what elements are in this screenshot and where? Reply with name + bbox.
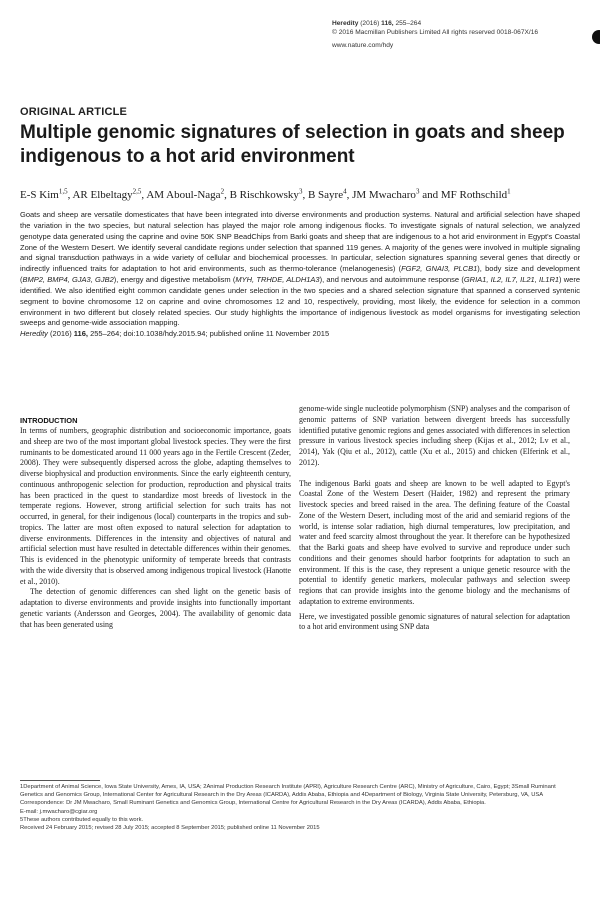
- author: [441, 189, 511, 201]
- footnotes: [20, 783, 580, 832]
- footnote-divider: [20, 780, 100, 781]
- author-name: AM Aboul-Naga: [146, 188, 221, 201]
- copyright-line: © 2016 Macmillan Publishers Limited All rights reserved 0018-067X/16: [332, 29, 539, 36]
- author-name: MF Rothschild: [440, 188, 508, 201]
- author-affiliation: 3: [298, 187, 303, 195]
- body-column-left: [20, 426, 291, 630]
- author: E-S Kim$^{1,5}$,: [20, 187, 73, 201]
- paragraph: Here, we investigated possible genomic signatures of natural selection for adaptation to a hot arid environment using SNP data: [299, 611, 570, 632]
- author: JM Mwacharo$^3$ and: [352, 187, 441, 201]
- author: AR Elbeltagy$^{2,5}$,: [72, 187, 147, 201]
- gene-list: FGF2, GNAI3, PLCB1: [401, 264, 478, 274]
- author-name: AR Elbeltagy: [72, 188, 133, 201]
- introduction-heading: INTRODUCTION: [20, 416, 78, 425]
- journal-volume: 116,: [381, 20, 394, 27]
- contact-email[interactable]: E-mail: j.mwacharo@cgiar.org: [20, 808, 98, 815]
- gene-list: BMP2, BMP4, GJA3, GJB2: [22, 275, 114, 285]
- author-affiliation: 3: [415, 187, 420, 195]
- equal-contribution-note: 5These authors contributed equally to this work.: [20, 816, 144, 823]
- gene-list: GRIA1, IL2, IL7, IL21, IL1R1: [463, 275, 560, 285]
- journal-pages: 255–264: [395, 20, 422, 27]
- journal-year: (2016): [360, 20, 380, 27]
- author-affiliation: 1,5: [58, 187, 68, 195]
- author-name: E-S Kim: [20, 188, 59, 201]
- paragraph: The detection of genomic differences can shed light on the genetic basis of adaptation to diverse environments and provide insights into functionally important genetic variants (Andersson and Georges, 2004). The availability of genomic data that has been generated using: [20, 587, 291, 629]
- received-dates: Received 24 February 2015; revised 28 July 2015; accepted 8 September 2015; published online 11 November 2015: [20, 825, 320, 832]
- gene-list: MYH, TRHDE, ALDH1A3: [235, 275, 320, 285]
- abstract-citation-volume: 116,: [73, 329, 88, 339]
- author-name: B Rischkowsky: [229, 188, 299, 201]
- abstract-citation-details: 255–264; doi:10.1038/hdy.2015.94; published online 11 November 2015: [87, 329, 330, 339]
- author: AM Aboul-Naga$^2$,: [146, 187, 230, 201]
- correspondence: Correspondence: Dr JM Mwacharo, Small Ruminant Genetics and Genomics Group, International Centre for Agricultural Research in the Dry Areas (ICARDA), Addis Ababa, Ethiopia.: [20, 800, 486, 807]
- author-name: B Sayre: [307, 188, 344, 201]
- abstract: Goats and sheep are versatile domesticates that have been integrated into diverse environments and production systems. Natural and artificial selection have shaped the variation in the two species, but natural selection has played the major role among indigenous flocks. To investigate signals of natural selection, we analyzed genotype data generated using the caprine and ovine 50K SNP BeadChips from Barki goats and sheep that are indigenous to a hot arid environment in Egypt's Coastal Zone of the Western Desert. We identify several candidate regions under selection that spanned 119 genes. A majority of the genes were involved in multiple signaling and signal transduction pathways in a wide variety of cellular and biochemical processes. In particular, selection signatures spanning several genes that directly or indirectly influenced traits for adaptation to hot arid environments, such as thermo-tolerance (melanogenesis) (FGF2, GNAI3, PLCB1), body size and development (BMP2, BMP4, GJA3, GJB2), energy and digestive metabolism (MYH, TRHDE, ALDH1A3), and nervous and autoimmune response (GRIA1, IL2, IL7, IL21, IL1R1) were identified. We also identified eight common candidate genes under selection in the two species and a shared selection signature that spanned a conserved syntenic segment to bovine chromosome 12 on caprine and ovine chromosomes 12 and 10, respectively, providing, most likely, the evidence for selection in a common environment in two different but closely related species. Our study highlights the importance of indigenous livestock as model organisms for investigating selection sweeps and genome-wide association mapping. Heredity (2016) 116, 255–264; doi:10.1038/hdy.2015.94; published online 11 November 2015: [20, 210, 581, 339]
- page-edge-tab: [592, 30, 600, 44]
- author-affiliation: 4: [343, 187, 347, 195]
- author-affiliation: 2: [220, 187, 225, 195]
- journal-header: [332, 19, 582, 50]
- author-affiliation: 2,5: [132, 187, 142, 195]
- article-type: ORIGINAL ARTICLE: [20, 106, 128, 118]
- paragraph: The indigenous Barki goats and sheep are known to be well adapted to Egypt's Coastal Zone of the Western Desert (Haider, 1982) and represent the primary livestock species and breed raised in the area. The defining feature of the Coastal Zone of the Western Desert, including most of the arid and semiarid regions of the world, is intense solar radiation, high diurnal temperatures, low precipitation, and water and feed scarcity almost throughout the year. It therefore can be hypothesized that the Barki goats and sheep have evolved to survive and reproduce under such conditions and their genomes should harbor footprints for adaptation to such an environment. If this is the case, they represent a unique genetic resource with the potential to identify genetic markers, molecular pathways and selection sweep regions that can provide insights into the genome biology and the mechanisms of adaptation to extreme environments.: [299, 478, 570, 606]
- paragraph: In terms of numbers, geographic distribution and socioeconomic importance, goats and sheep are two of the most important global livestock species. They were the first ruminants to be domesticated around 11 000 years ago in the Fertile Crescent (Zeder, 2008). They were subsequently dispersed across the globe, adapting themselves to diverse biophysical and production environments. Since the early eighteenth century, continuous anthropogenic selection for production, reproduction and physical traits has been practiced in the quest to standardize most breeds of livestock in the temperate regions. However, strong artificial selection for such traits has not occurred, in general, for their indigenous (local) counterparts in the tropics and sub-tropics. The latter are most often exposed to natural selection for adaptation to diverse environments. Differences in the intensity and objectives of natural and artificial selection must have resulted in detectable differences within their genomes. This is evidenced in the phenotypic uniformity of temperate breeds that contrasts with the wide diversity that is observed among indigenous tropical livestock (Hanotte et al., 2010).: [20, 426, 291, 586]
- article-title: Multiple genomic signatures of selection in goats and sheep indigenous to a hot arid environment: [20, 122, 565, 167]
- paragraph: genome-wide single nucleotide polymorphism (SNP) analyses and the comparison of genomic patterns of SNP variation between divergent breeds has successfully identified putative genomic regions and genes associated with differences in selection pressure in various livestock species including sheep (Kijas et al., 2012; Lv et al., 2014), Yak (Qiu et al., 2012), cattle (Xu et al., 2015) and chicken (Elferink et al., 2012).: [299, 404, 570, 467]
- journal-url[interactable]: www.nature.com/hdy: [332, 42, 394, 49]
- author-affiliation: 1: [507, 187, 511, 195]
- abstract-citation-journal: Heredity: [20, 329, 48, 339]
- body-column-right: [299, 404, 570, 633]
- affiliations: 1Department of Animal Science, Iowa State University, Ames, IA, USA; 2Animal Production Research Institute (APRI), Agriculture Research Centre (ARC), Ministry of Agriculture, Cairo, Egypt; 3Small Ruminant Genetics and Genomics Group, International Center for Agricultural Research in the Dry Areas (ICARDA), Addis Ababa, Ethiopia and 4Department of Biology, Virginia State University, Petersburg, VA, USA: [20, 784, 556, 799]
- author: B Rischkowsky$^3$,: [229, 187, 308, 201]
- journal-name: Heredity: [332, 20, 359, 27]
- journal-citation: [332, 19, 582, 28]
- author-name: JM Mwacharo: [352, 188, 416, 201]
- author-list: [20, 184, 580, 202]
- author: B Sayre$^4$,: [307, 187, 353, 201]
